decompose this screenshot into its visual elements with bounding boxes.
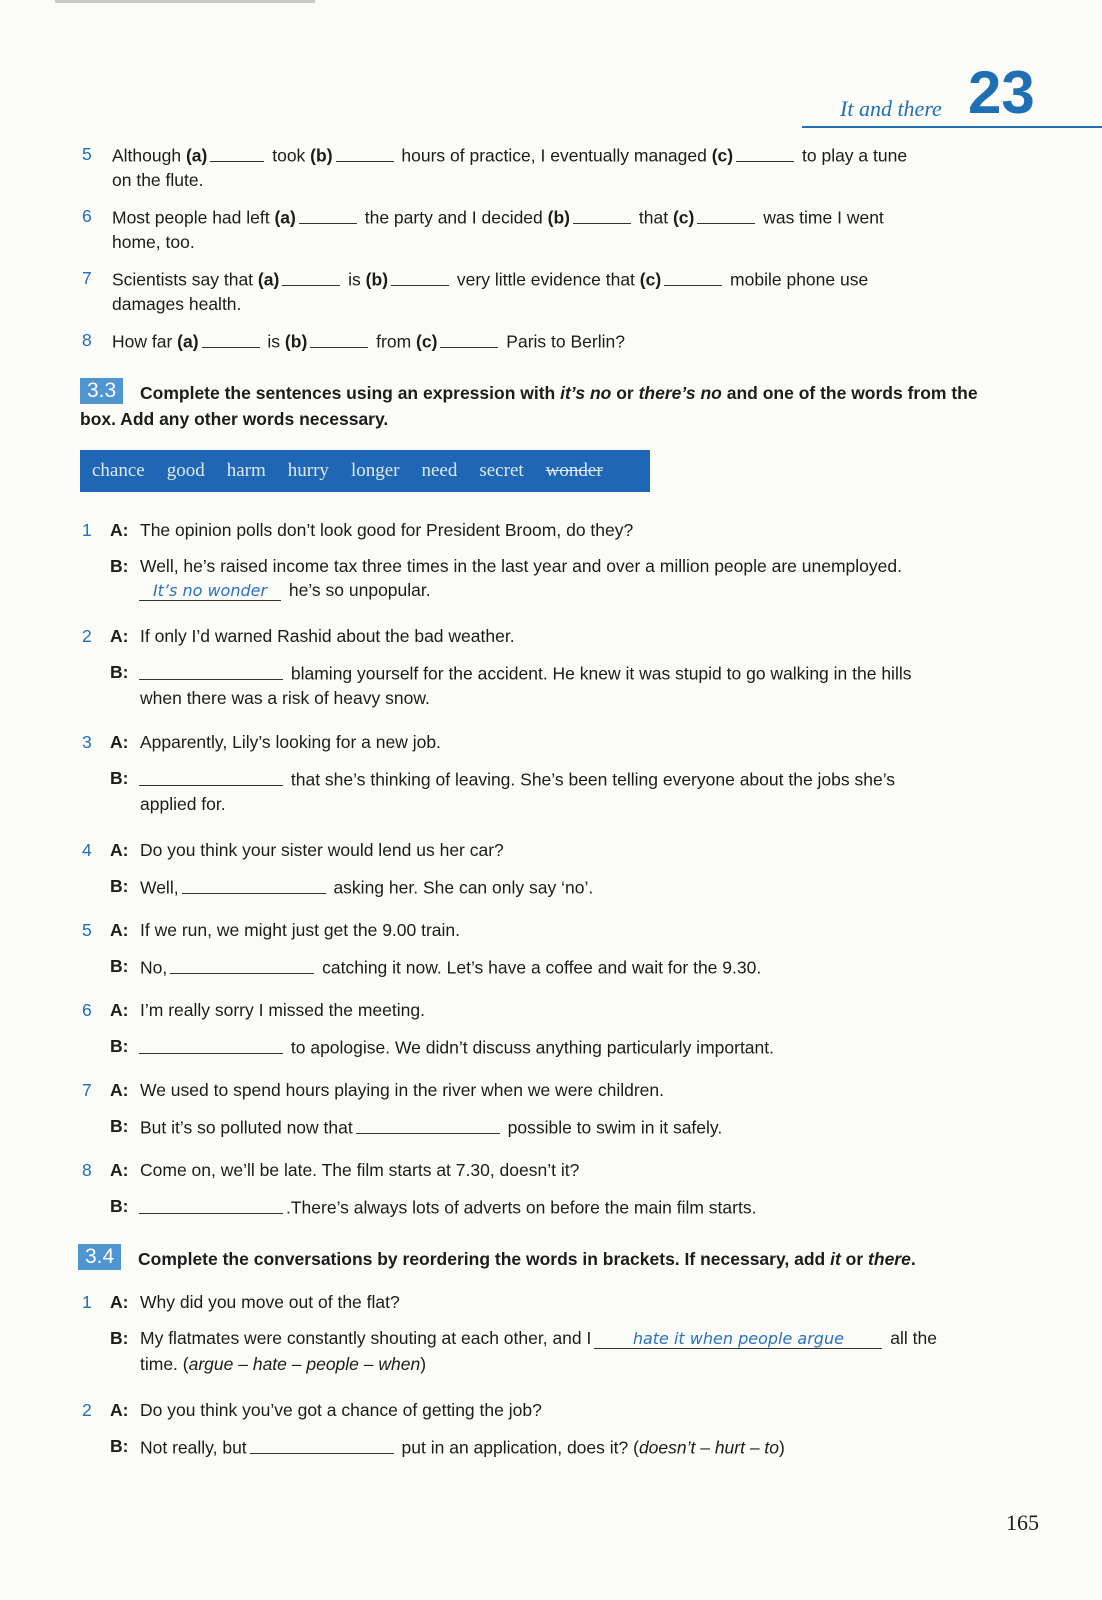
line-a: If we run, we might just get the 9.00 train. <box>140 920 461 940</box>
answer-blank[interactable] <box>310 330 368 348</box>
answer-blank[interactable] <box>336 144 394 162</box>
unit-number: 23 <box>968 59 1035 126</box>
exercise-instruction-cont: box. Add any other words necessary. <box>80 409 389 429</box>
speaker-b: B: <box>110 1196 129 1216</box>
line-b: Not really, but put in an application, does it? (doesn’t – hurt – to) <box>140 1437 785 1458</box>
speaker-b: B: <box>110 1436 129 1456</box>
word-box <box>80 450 650 492</box>
item-number: 2 <box>82 1400 92 1420</box>
line-a: Do you think you’ve got a chance of getting the job? <box>140 1400 542 1420</box>
answer-blank[interactable] <box>736 144 794 162</box>
answer-blank[interactable] <box>202 330 260 348</box>
word-chance: chance <box>92 460 145 481</box>
item-number: 1 <box>82 520 92 540</box>
speaker-a: A: <box>110 626 129 646</box>
line-b-cont: It’s no wonder he’s so unpopular. <box>136 580 431 601</box>
line-b: blaming yourself for the accident. He knew it was stupid to go walking in the hills <box>136 662 911 685</box>
answer-blank[interactable] <box>250 1436 394 1454</box>
line-b: to apologise. We didn’t discuss anything particularly important. <box>136 1036 774 1059</box>
answer-blank[interactable] <box>356 1116 500 1134</box>
item-number: 6 <box>82 206 92 226</box>
answer-blank[interactable] <box>182 876 326 894</box>
line-b-cont: applied for. <box>140 794 226 814</box>
sentence-line: home, too. <box>112 232 195 252</box>
speaker-b: B: <box>110 956 129 976</box>
line-b: Well, he’s raised income tax three times in the last year and over a million people are unemployed. <box>140 556 902 576</box>
exercise-instruction: Complete the sentences using an expression with it’s no or there’s no and one of the words from the <box>140 383 978 403</box>
speaker-b: B: <box>110 1328 129 1348</box>
answer-blank[interactable] <box>573 206 631 224</box>
answer-blank[interactable] <box>664 268 722 286</box>
line-b: No, catching it now. Let’s have a coffee and wait for the 9.30. <box>140 957 762 978</box>
word-good: good <box>166 460 205 481</box>
answer-blank[interactable] <box>139 768 283 786</box>
sentence-line: damages health. <box>112 294 242 314</box>
speaker-a: A: <box>110 840 129 860</box>
speaker-a: A: <box>110 920 129 940</box>
speaker-a: A: <box>110 732 129 752</box>
answer-blank[interactable] <box>139 1036 283 1054</box>
line-b-cont: time. (argue – hate – people – when) <box>140 1354 427 1374</box>
answer-blank[interactable] <box>391 268 449 286</box>
item-number: 5 <box>82 144 92 164</box>
exercise-instruction: Complete the conversations by reordering the words in brackets. If necessary, add it or there. <box>138 1249 916 1269</box>
line-b-cont: when there was a risk of heavy snow. <box>140 688 430 708</box>
sentence-line: Although (a) took (b) hours of practice, I eventually managed (c) to play a tune <box>112 145 908 166</box>
word-secret: secret <box>479 460 524 481</box>
item-number: 3 <box>82 732 92 752</box>
answer-blank[interactable] <box>440 330 498 348</box>
word-need: need <box>421 460 458 481</box>
unit-title: It and there <box>840 96 942 121</box>
line-a: Apparently, Lily’s looking for a new job. <box>140 732 441 752</box>
line-a: We used to spend hours playing in the river when we were children. <box>140 1080 664 1100</box>
speaker-b: B: <box>110 876 129 896</box>
word-hurry: hurry <box>287 460 329 481</box>
line-b: .There’s always lots of adverts on before the main film starts. <box>136 1196 756 1219</box>
speaker-b: B: <box>110 1036 129 1056</box>
sentence-line: on the flute. <box>112 170 204 190</box>
answer-blank[interactable] <box>139 662 283 680</box>
answer-filled[interactable]: It’s no wonder <box>139 581 281 601</box>
answer-blank[interactable] <box>697 206 755 224</box>
speaker-b: B: <box>110 662 129 682</box>
answer-filled[interactable]: hate it when people argue <box>594 1329 882 1349</box>
answer-blank[interactable] <box>139 1196 283 1214</box>
line-a: I’m really sorry I missed the meeting. <box>140 1000 425 1020</box>
top-edge-mark <box>55 0 315 3</box>
word-wonder-used: wonder <box>545 460 603 481</box>
answer-blank[interactable] <box>299 206 357 224</box>
item-number: 7 <box>82 268 92 288</box>
answer-blank[interactable] <box>170 956 314 974</box>
answer-blank[interactable] <box>282 268 340 286</box>
item-number: 8 <box>82 330 92 350</box>
line-a: Come on, we’ll be late. The film starts at 7.30, doesn’t it? <box>140 1160 580 1180</box>
speaker-a: A: <box>110 1292 129 1312</box>
sentence-line: Most people had left (a) the party and I decided (b) that (c) was time I went <box>112 207 884 228</box>
speaker-a: A: <box>110 1000 129 1020</box>
speaker-a: A: <box>110 1400 129 1420</box>
speaker-a: A: <box>110 1160 129 1180</box>
line-b: Well, asking her. She can only say ‘no’. <box>140 877 594 898</box>
answer-blank[interactable] <box>210 144 264 162</box>
line-a: Why did you move out of the flat? <box>140 1292 400 1312</box>
item-number: 4 <box>82 840 92 860</box>
sentence-line: Scientists say that (a) is (b) very little evidence that (c) mobile phone use <box>112 269 869 290</box>
speaker-a: A: <box>110 1080 129 1100</box>
line-a: The opinion polls don’t look good for President Broom, do they? <box>140 520 634 540</box>
speaker-a: A: <box>110 520 129 540</box>
exercise-badge: 3.3 <box>80 378 123 404</box>
line-b: My flatmates were constantly shouting at each other, and I hate it when people argue all the <box>140 1328 937 1348</box>
line-b: But it’s so polluted now that possible to swim in it safely. <box>140 1117 723 1138</box>
line-a: If only I’d warned Rashid about the bad weather. <box>140 626 515 646</box>
item-number: 7 <box>82 1080 92 1100</box>
line-a: Do you think your sister would lend us her car? <box>140 840 504 860</box>
exercise-badge: 3.4 <box>78 1244 121 1270</box>
item-number: 2 <box>82 626 92 646</box>
item-number: 6 <box>82 1000 92 1020</box>
item-number: 1 <box>82 1292 92 1312</box>
speaker-b: B: <box>110 768 129 788</box>
header-rule <box>802 126 1102 128</box>
page-number: 165 <box>1006 1510 1039 1535</box>
item-number: 8 <box>82 1160 92 1180</box>
speaker-b: B: <box>110 556 129 576</box>
word-harm: harm <box>226 460 266 481</box>
line-b: that she’s thinking of leaving. She’s been telling everyone about the jobs she’s <box>136 768 895 791</box>
sentence-line: How far (a) is (b) from (c) Paris to Berlin? <box>112 331 625 352</box>
item-number: 5 <box>82 920 92 940</box>
speaker-b: B: <box>110 1116 129 1136</box>
word-longer: longer <box>350 460 400 481</box>
